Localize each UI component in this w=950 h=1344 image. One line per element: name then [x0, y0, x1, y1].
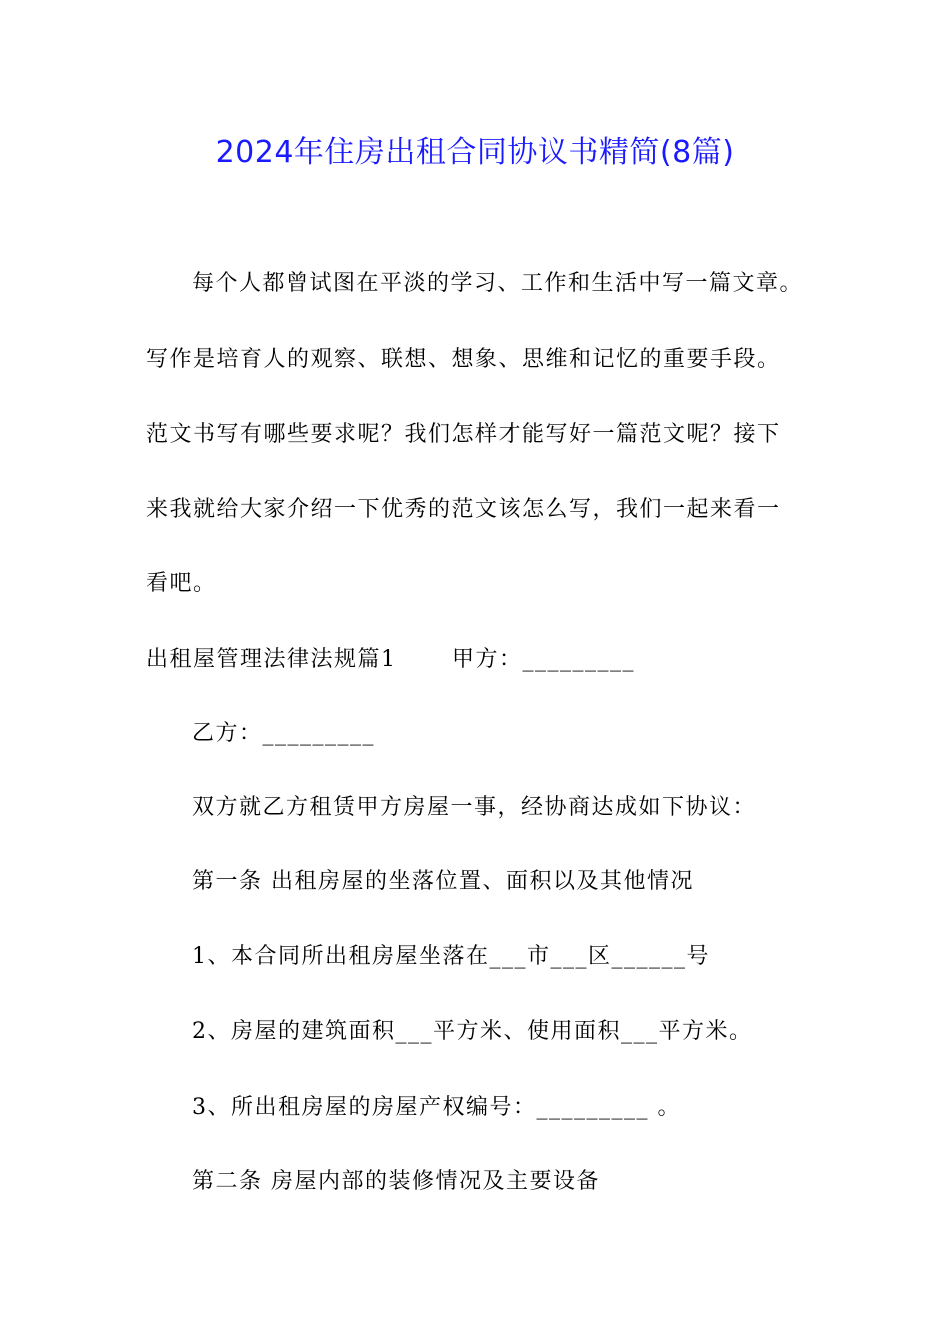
article-1-item-1: 1、本合同所出租房屋坐落在___市___区______号 — [192, 944, 710, 969]
intro-paragraph-line-5: 看吧。 — [146, 571, 217, 596]
party-b-line: 乙方：_________ — [192, 721, 376, 746]
document-title: 2024年住房出租合同协议书精简(8篇) — [215, 135, 735, 170]
article-1-item-2: 2、房屋的建筑面积___平方米、使用面积___平方米。 — [192, 1019, 753, 1044]
intro-paragraph-line-3: 范文书写有哪些要求呢？我们怎样才能写好一篇范文呢？接下 — [146, 422, 781, 447]
article-2-heading: 第二条 房屋内部的装修情况及主要设备 — [192, 1169, 600, 1194]
party-a-line: 甲方：_________ — [452, 647, 636, 672]
intro-paragraph-line-2: 写作是培育人的观察、联想、想象、思维和记忆的重要手段。 — [146, 347, 781, 372]
intro-paragraph-line-1: 每个人都曾试图在平淡的学习、工作和生活中写一篇文章。 — [192, 271, 804, 296]
intro-paragraph-line-4: 来我就给大家介绍一下优秀的范文该怎么写，我们一起来看一 — [146, 497, 781, 522]
article-1-heading: 第一条 出租房屋的坐落位置、面积以及其他情况 — [192, 869, 694, 894]
section-heading: 出租屋管理法律法规篇1 — [146, 647, 397, 672]
agreement-intro: 双方就乙方租赁甲方房屋一事，经协商达成如下协议： — [192, 795, 757, 820]
article-1-item-3: 3、所出租房屋的房屋产权编号：_________ 。 — [192, 1095, 681, 1120]
